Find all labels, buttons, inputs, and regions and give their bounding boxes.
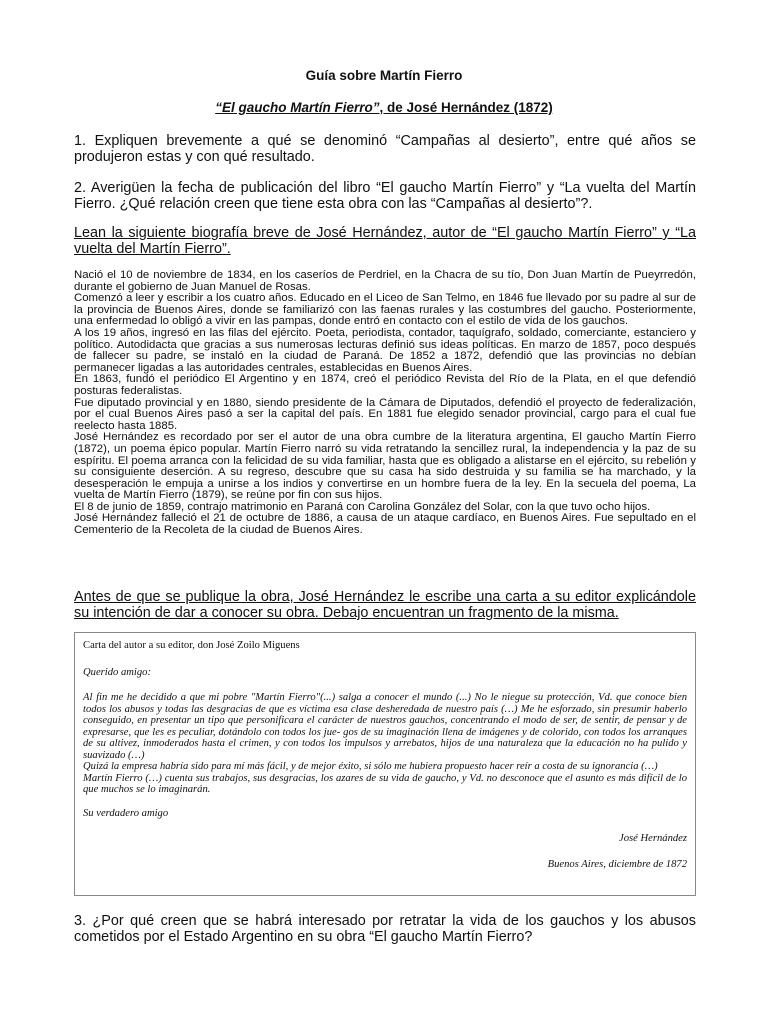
document-title: Guía sobre Martín Fierro xyxy=(305,68,463,83)
letter-body-paragraph: Al fin me he decidido a que mi pobre "Martín Fierro"(...) salga a conocer el mundo (...) No le niegue su protección, Vd. que conoce bien todos los abusos y todas las desgracias de que es víctima esa clase desheredada de nuestro país (…) Me he esforzado, sin presumir haberlo conseguido, en presentar un tipo que personificara el carácter de nuestros gauchos, concentrando el modo de ser, de sentir, de pensar y de expresarse, que les es peculiar, dotándolo con todos los jue- gos de su imaginación llena de imágenes y de colorido, con todos los arranques de su altivez, inmoderados hasta el crimen, y con todos los impulsos y arrebatos, hijos de una naturaleza que la educación no ha pulido y suavizado (…) xyxy=(83,692,687,761)
letter-body-paragraph: Martín Fierro (…) cuenta sus trabajos, sus desgracias, los azares de su vida de gaucho, y Vd. no desconoce que el asunto es más difícil de lo que muchos se lo imaginarán. xyxy=(83,772,687,795)
document-subtitle xyxy=(0,100,768,115)
letter-greeting: Querido amigo: xyxy=(83,666,151,678)
biography-instruction: Lean la siguiente biografía breve de José Hernández, autor de “El gaucho Martín Fierro” y “La vuelta del Martín Fierro”. xyxy=(74,225,696,257)
bio-paragraph: A los 19 años, ingresó en las filas del ejército. Poeta, periodista, contador, taquígrafo, soldado, comerciante, estanciero y político. Autodidacta que gracias a sus numerosas lecturas definió sus ideas políticas. En marzo de 1857, poco después de fallecer su padre, se instaló en la ciudad de Paraná. De 1852 a 1872, defendió que las provincias no debían permanecer ligadas a las autoridades centrales, establecidas en Buenos Aires. xyxy=(74,326,696,374)
bio-paragraph: Fue diputado provincial y en 1880, siendo presidente de la Cámara de Diputados, defendió el proyecto de federalización, por el cual Buenos Aires pasó a ser la capital del país. En 1881 fue elegido senador provincial, cargo para el cual fue reelecto hasta 1885. xyxy=(74,396,696,432)
letter-body-paragraph: Quizá la empresa habría sido para mí más fácil, y de mejor éxito, si sólo me hubiera propuesto hacer reír a costa de su ignorancia (…) xyxy=(83,761,658,772)
question-1: 1. Expliquen brevemente a qué se denominó “Campañas al desierto”, entre qué años se produjeron estas y con qué resultado. xyxy=(74,133,696,165)
work-title: “El gaucho Martín Fierro” xyxy=(215,100,380,115)
bio-paragraph: Comenzó a leer y escribir a los cuatro años. Educado en el Liceo de San Telmo, en 1846 fue llevado por su padre al sur de la provincia de Buenos Aires, donde se familiarizó con las faenas rurales y las costumbres del gaucho. Posteriormente, una enfermedad lo obligó a vivir en las pampas, donde entró en contacto con el estilo de vida de los gauchos. xyxy=(74,292,696,328)
biography xyxy=(74,270,696,537)
letter-closing: Su verdadero amigo xyxy=(83,807,169,819)
letter-place-date: Buenos Aires, diciembre de 1872 xyxy=(547,858,687,870)
bio-paragraph: En 1863, fundó el periódico El Argentino y en 1874, creó el periódico Revista del Río de la Plata, en el que defendió posturas federalistas. xyxy=(74,373,696,397)
bio-paragraph: El 8 de junio de 1859, contrajo matrimonio en Paraná con Carolina González del Solar, con la que tuvo ocho hijos. xyxy=(74,500,651,513)
bio-paragraph: Nació el 10 de noviembre de 1834, en los caseríos de Perdriel, en la Chacra de su tío, Don Juan Martín de Pueyrredón, durante el gobierno de Juan Manuel de Rosas. xyxy=(74,269,696,293)
letter-heading: Carta del autor a su editor, don José Zoilo Miguens xyxy=(83,640,300,651)
bio-paragraph: José Hernández es recordado por ser el autor de una obra cumbre de la literatura argentina, El gaucho Martín Fierro (1872), un poema épico popular. Martín Fierro narró su vida retratando la sencillez rural, la independencia y la paz de su espíritu. El poema arranca con la felicidad de su vida familiar, hasta que es obligado a alistarse en el ejército, su rebelión y su consiguiente deserción. A su regreso, descubre que su casa ha sido destruida y su familia se ha marchado, y la desesperación le empuja a unirse a los indios y convertirse en un hombre fuera de la ley. En la secuela del poema, La vuelta de Martín Fierro (1879), se reúne por fin con sus hijos. xyxy=(74,431,696,502)
work-author-year: , de José Hernández (1872) xyxy=(379,100,553,115)
letter-signature: José Hernández xyxy=(619,833,687,844)
bio-paragraph: José Hernández falleció el 21 de octubre de 1886, a causa de un ataque cardíaco, en Buenos Aires. Fue sepultado en el Cementerio de la Recoleta de la ciudad de Buenos Aires. xyxy=(74,512,696,537)
question-2: 2. Averigüen la fecha de publicación del libro “El gaucho Martín Fierro” y “La vuelta del Martín Fierro. ¿Qué relación creen que tiene esta obra con las “Campañas al desierto”?. xyxy=(74,180,696,212)
letter-instruction: Antes de que se publique la obra, José Hernández le escribe una carta a su editor explicándole su intención de dar a conocer su obra. Debajo encuentran un fragmento de la misma. xyxy=(74,589,696,621)
question-3: 3. ¿Por qué creen que se habrá interesado por retratar la vida de los gauchos y los abusos cometidos por el Estado Argentino en su obra “El gaucho Martín Fierro? xyxy=(74,913,696,945)
letter-fragment-box xyxy=(74,632,696,896)
